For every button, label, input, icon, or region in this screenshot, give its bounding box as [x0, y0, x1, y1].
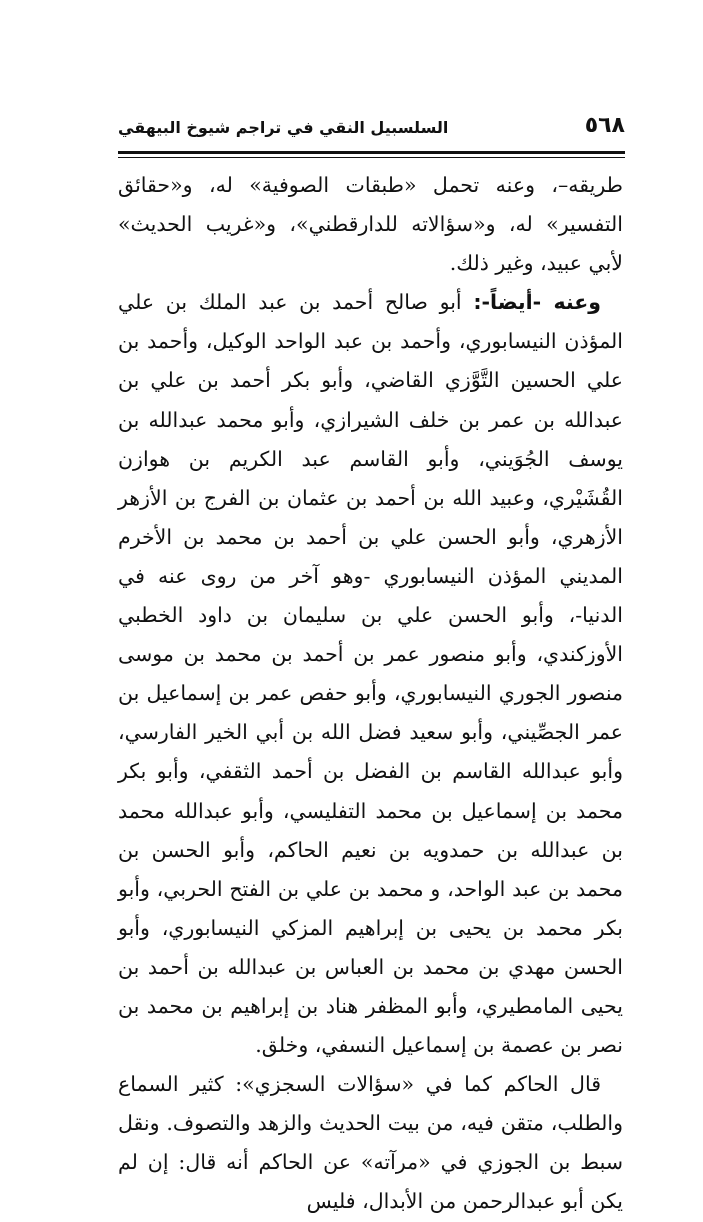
paragraph-2-lead: وعنه -أيضاً-:: [473, 290, 601, 315]
paragraph-1: طريقه–، وعنه تحمل «طبقات الصوفية» له، و«حقائق التفسير» له، و«سؤالاته للدارقطني»، و«غريب الحديث» لأبي عبيد، وغير ذلك.: [118, 173, 623, 276]
paragraph-3: قال الحاكم كما في «سؤالات السجزي»: كثير السماع والطلب، متقن فيه، من بيت الحديث والزهد والتصوف. ونقل سبط بن الجوزي في «مرآته» عن الحاكم أنه قال: إن لم يكن أبو عبدالرحمن من الأبدال، فليس: [118, 1072, 623, 1214]
page-header: [118, 112, 625, 152]
paragraph-2-text: أبو صالح أحمد بن عبد الملك بن علي المؤذن النيسابوري، وأحمد بن عبد الواحد الوكيل، وأحمد بن علي الحسين التَّوَّزي القاضي، وأبو بكر أحمد بن علي بن عبدالله بن عمر بن خلف الشيرازي، وأبو محمد عبدالله بن يوسف الجُوَيني، وأبو القاسم عبد الكريم بن هوازن القُشَيْري، وعبيد الله بن أحمد بن عثمان بن الفرج بن الأزهر الأزهري، وأبو الحسن علي بن أحمد بن محمد بن الأخرم المديني المؤذن النيسابوري -وهو آخر من روى عنه في الدنيا-، وأبو الحسن علي بن سليمان بن داود الخطبي الأوزكندي، وأبو منصور عمر بن أحمد بن محمد بن موسى منصور الجوري النيسابوري، وأبو حفص عمر بن إسماعيل بن عمر الجصِّيني، وأبو سعيد فضل الله بن أبي الخير الفارسي، وأبو عبدالله القاسم بن الفضل بن أحمد الثقفي، وأبو بكر محمد بن إسماعيل بن محمد التفليسي، وأبو عبدالله محمد بن عبدالله بن حمدويه بن نعيم الحاكم، وأبو الحسن بن محمد بن عبد الواحد، و محمد بن علي بن الفتح الحربي، وأبو بكر محمد بن يحيى بن إبراهيم المزكي النيسابوري، وأبو الحسن مهدي بن محمد بن العباس بن عبدالله بن أحمد بن يحيى المامطيري، وأبو المظفر هناد بن إبراهيم بن محمد بن نصر بن عصمة بن إسماعيل النسفي، وخلق.: [118, 290, 623, 1058]
body-text: [118, 166, 623, 1222]
paragraph-2: [118, 283, 623, 1065]
page-number: ٥٦٨: [584, 113, 625, 138]
running-title: السلسبيل النقي في تراجم شيوخ البيهقي: [118, 118, 449, 137]
header-rule-thick: [118, 151, 625, 154]
header-rule-thin: [118, 157, 625, 158]
